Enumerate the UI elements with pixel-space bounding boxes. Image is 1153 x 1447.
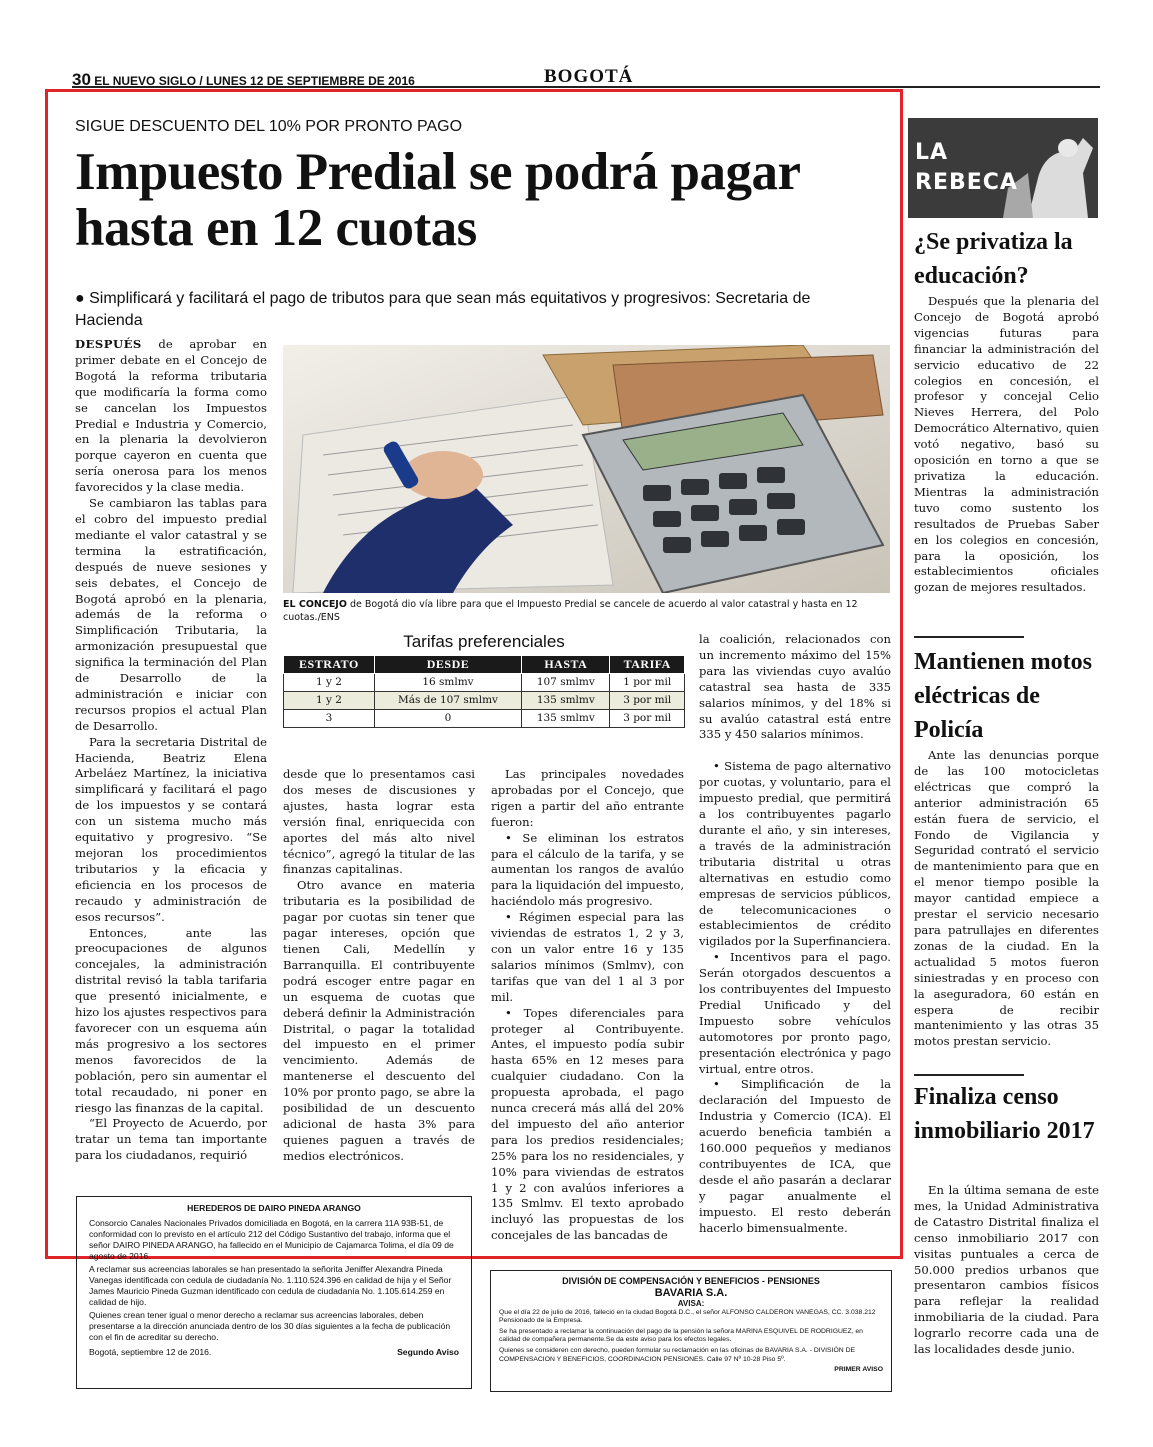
notice-aviso-label: AVISA: [677,1299,705,1308]
column-header: ESTRATO [284,656,375,674]
bullet-paragraph: • Régimen especial para las viviendas de estratos 1, 2 y 3, con un valor entre 16 y 135 salarios mínimos (Smlmv), con tarifas que van del 1 al 3 por mil. [491,910,684,1004]
table-title: Tarifas preferenciales [403,632,565,651]
sidebar-divider [914,1074,1024,1076]
bullet-paragraph: • Se eliminan los estratos para el cálculo de la tarifa, y se aumentan los rangos de avalúo para la liquidación del impuesto, haciéndolo más progresivo. [491,830,684,909]
paragraph: Para la secretaria Distrital de Hacienda, Beatriz Elena Arbeláez Martínez, la iniciativa simplificará y facilitará el pago de los impuestos y se contará con un sistema mucho más equitativo y progresivo. “Se mejoran los procedimientos tributarios y la eficacia y eficiencia en los procesos de recaudo y administración de esos recursos”. [75,734,267,924]
article-headline: Impuesto Predial se podrá pagar hasta en 12 cuotas [75,143,800,257]
table-cell: 3 [284,710,375,728]
notice-paragraph: Quienes crean tener igual o menor derecho a reclamar sus acreencias laborales, deben presentarse a la dirección anunciada dentro de los 30 días siguientes a la fecha de publicación con el fin de acreditar su derecho. [89,1310,451,1342]
table-cell: 16 smlmv [374,674,521,692]
bullet-paragraph: • Topes diferenciales para proteger al Contribuyente. Antes, el impuesto podía subir hasta 65% en 12 meses para cualquier ciudadano. Con la propuesta aprobada, el pago nunca crecerá más allá del 20% del impuesto del año anterior para los predios residenciales; 25% para los no residenciales, y 10% para viviendas de estratos 1 y 2 con avalúos inferiores a 135 Smlmv. El texto aprobado incluyó las propuestas de los concejales de las bancadas de [491,1005,684,1243]
table-cell: 135 smlmv [522,710,610,728]
table-cell: 1 y 2 [284,692,375,710]
notice-aviso: PRIMER AVISO [834,1366,883,1374]
paragraph: DESPUÉS de aprobar en primer debate en el Concejo de Bogotá la reforma tributaria que modificaría la forma como se cancelan los Impuestos Predial e Industria y Comercio, en la plenaria la devolvieron porque cayeron en cuenta que sería onerosa para los menos favorecidos y la clase media. [75,337,267,495]
table-cell: 107 smlmv [522,674,610,692]
top-rule [72,86,1100,88]
paragraph: desde que lo presentamos casi dos meses de discusiones y ajustes, hasta lograr esta versión final, enriquecida con aportes del más alto nivel técnico”, agregó la titular de las finanzas capitalinas. [283,767,475,877]
table-cell: 1 y 2 [284,674,375,692]
paragraph: Se cambiaron las tablas para el cobro del impuesto predial mediante el valor catastral y se termina la estratificación, después de nueve sesiones y seis debates, el Concejo de Bogotá aprobó en la plenaria, además de la reforma o Simplificación Tributaria, la armonización presupuestal que significa la terminación del Plan de Desarrollo de la administración e iniciar con recursos propios el actual Plan de Desarrollo. [75,496,267,733]
article-subhead: ● Simplificará y facilitará el pago de tributos para que sean más equitativos y progresivos: Secretaria de Hacienda [75,290,811,329]
notice-aviso: Segundo Aviso [397,1347,459,1357]
notice-paragraph: Que el día 22 de julio de 2016, falleció en la ciudad Bogotá D.C., el señor ALFONSO CALDERON VANEGAS, CC. 3.038.212 Pensionado de la Empresa. [499,1308,876,1325]
la-rebeca-label: LA REBECA [915,140,1018,195]
section-name: BOGOTÁ [544,66,634,87]
sidebar-title-2: Mantienen motos eléctricas de Policía [914,649,1092,743]
bullet-paragraph: • Incentivos para el pago. Serán otorgados descuentos a los contribuyentes del Impuesto Predial Unificado y del Impuesto sobre vehículos automotores por pronto pago, presentación electrónica y pago virtual, entre otros. [699,950,891,1076]
notice-paragraph: Consorcio Canales Nacionales Privados domiciliada en Bogotá, en la carrera 11A 93B-51, de conformidad con lo previsto en el artículo 212 del Código Sustantivo del trabajo, informa que el señor DAIRO PINEDA ARANGO, ha fallecido en el Municipio de Cajamarca Tolima, el día 09 de agosto de 2016. [89,1218,454,1261]
paragraph: Otro avance en materia tributaria es la posibilidad de pagar por cuotas sin tener que pagar intereses, opción que tienen Cali, Medellín y Barranquilla. El contribuyente podrá escoger entre pagar en un esquema de cuotas que deberá definir la Administración Distrital, o pagar la totalidad del impuesto en el primer vencimiento. Además de mantenerse el descuento del 10% por pronto pago, se abre la posibilidad de un descuento adicional de hasta 3% para quienes paguen a través de medios electrónicos. [283,878,475,1163]
table-cell: Más de 107 smlmv [374,692,521,710]
paragraph: Las principales novedades aprobadas por el Concejo, que rigen a partir del año entrante fueron: [491,767,684,829]
sidebar-text-3: En la última semana de este mes, la Unidad Administrativa de Catastro Distrital finaliza el censo inmobiliario 2017 con visitas puntuales a cerca de 50.000 predios urbanos que presentaron cambios físicos para reflejar la realidad inmobiliaria de la ciudad. Para lograrlo recorre cada una de las localidades desde junio. [914,1183,1099,1357]
table-cell: 3 por mil [610,692,685,710]
sidebar-divider [914,636,1024,638]
column-header: TARIFA [610,656,685,674]
lead-word: DESPUÉS [75,337,142,351]
column-header: HASTA [522,656,610,674]
sidebar-title-1: ¿Se privatiza la educación? [914,229,1073,289]
column-header: DESDE [374,656,521,674]
bullet-paragraph: • Simplificación de la declaración del Impuesto de Industria y Comercio (ICA). El acuerdo beneficia también a 160.000 pequeños y medianos contribuyentes de ICA, que desde el año pasarán a declarar y pagar anualmente el impuesto. El resto deberán hacerlo bimensualmente. [699,1077,891,1235]
sidebar-text-2: Ante las denuncias porque de las 100 motocicletas eléctricas que compró la anterior administración 65 están fuera de servicio, el Fondo de Vigilancia y Seguridad contrató el servicio de mantenimiento para que en el menor tiempo posible la mayor cantidad empiece a prestar el servicio necesario para patrullajes en diferentes zonas de la ciudad. En la actualidad 5 motos fueron siniestradas y en proceso con la aseguradora, 60 están en espera de recibir mantenimiento y las otras 35 motos prestan servicio. [914,748,1099,1049]
photo-caption: EL CONCEJO de Bogotá dio vía libre para que el Impuesto Predial se cancele de acuerdo al valor catastral y hasta en 12 cuotas./ENS [283,599,858,623]
sidebar-title-3: Finaliza censo inmobiliario 2017 [914,1084,1095,1144]
notice-title: HEREDEROS DE DAIRO PINEDA ARANGO [187,1203,361,1213]
notice-paragraph: A reclamar sus acreencias laborales se han presentado la señorita Jeniffer Alexandra Pineda Vanegas identificada con cedula de ciudadanía No. 1.110.524.396 en calidad de hija y el Señor James Mauricio Pineda Guzman identificado con cedula de ciudadanía No. 1.105.614.259 en calidad de hijo. [89,1264,452,1307]
article-kicker: SIGUE DESCUENTO DEL 10% POR PRONTO PAGO [75,118,463,135]
notice-title: DIVISIÓN DE COMPENSACIÓN Y BENEFICIOS - PENSIONES [562,1276,820,1286]
sidebar-text-1: Después que la plenaria del Concejo de Bogotá aprobó vigencias futuras para financiar la administración del servicio educativo de 22 colegios en concesión, el profesor y concejal Celio Nieves Herrera, del Polo Democrático Alternativo, quien votó negativo, basó su oposición en torno a que se privatiza la educación. Mientras la administración tuvo como sustento los resultados de Pruebas Saber en los colegios en concesión, para la oposición, los establecimientos oficiales gozan de mejores resultados. [914,294,1099,595]
folio-text: EL NUEVO SIGLO / LUNES 12 DE SEPTIEMBRE DE 2016 [90,74,415,88]
bullet-paragraph: • Sistema de pago alternativo por cuotas, y voluntario, para el impuesto predial, que permitirá a los contribuyentes pagarlo durante el año, y sin intereses, a través de la administración tributaria distrital u otras alternativas en estudio como empresas de servicios públicos, de telecomunicaciones o establecimientos de crédito vigilados por la Superfinanciera. [699,759,891,949]
table-cell: 1 por mil [610,674,685,692]
highlight-frame [45,89,903,1259]
legal-notice-2 [490,1270,892,1392]
notice-date: Bogotá, septiembre 12 de 2016. [89,1347,212,1357]
paragraph: la coalición, relacionados con un incremento máximo del 15% para las viviendas cuyo avalúo catastral sea hasta de 335 salarios mínimos, y del 18% si su avalúo catastral está entre 335 y 450 salarios mínimos. [699,632,891,742]
notice-paragraph: Quienes se consideren con derecho, pueden formular su reclamación en las oficinas de BAVARIA S.A. - DIVISIÓN DE COMPENSACION Y BENEFICIOS, COORDINACION PENSIONES. Calle 97 Nº 10-28 Piso 5º. [499,1346,856,1363]
notice-company: BAVARIA S.A. [654,1287,728,1299]
table-cell: 3 por mil [610,710,685,728]
caption-lead: EL CONCEJO [283,599,347,610]
paragraph: “El Proyecto de Acuerdo, por tratar un tema tan importante para los ciudadanos, requirió [75,1116,267,1163]
notice-paragraph: Se ha presentado a reclamar la continuación del pago de la pensión la señora MARINA ESQUIVEL DE RODRIGUEZ, en calidad de compañera permanente.Se da este aviso para los efectos legales. [499,1327,863,1344]
legal-notice-1 [76,1196,472,1389]
paragraph: Entonces, ante las preocupaciones de algunos concejales, la administración distrital revisó la tabla tarifaria que presentó inicialmente, e hizo los ajustes respectivos para favorecer con un esquema aún más progresivo a los sectores menos favorecidos de la población, pero sin aumentar el total recaudado, ni poner en riesgo las finanzas de la capital. [75,925,267,1115]
page-number: 30 [72,70,91,89]
table-cell: 135 smlmv [522,692,610,710]
table-cell: 0 [374,710,521,728]
